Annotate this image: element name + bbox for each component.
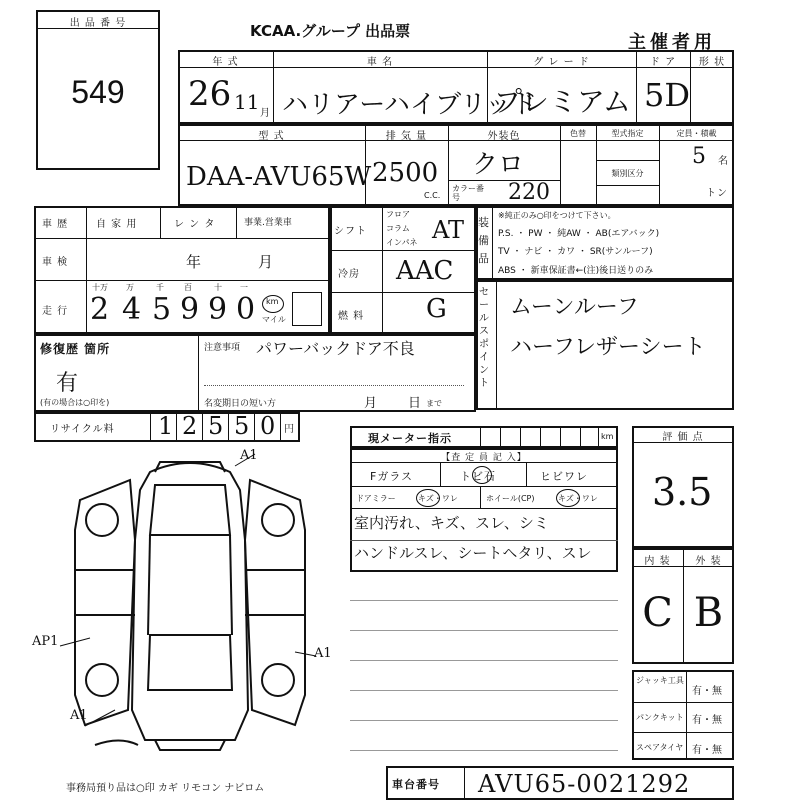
private-use-label: 自 家 用 <box>96 219 138 230</box>
cc-label: C.C. <box>424 191 441 200</box>
mile-label: マイル <box>262 315 286 324</box>
header-title: KCAA.グループ 出品票 <box>250 22 411 40</box>
business-label: 事業.営業車 <box>244 218 292 228</box>
ac-label: 冷房 <box>338 269 360 280</box>
crack-label: ヒビワレ <box>540 470 588 483</box>
deadline-day-unit: 日 <box>408 396 423 411</box>
capacity-value: 5 <box>692 144 706 169</box>
tool-value: 有・無 <box>692 715 722 726</box>
inspection-month-unit: 月 <box>258 253 275 271</box>
inspector-note-1: 室内汚れ、キズ、スレ、シミ <box>354 514 549 532</box>
model-code: DAA-AVU65W <box>186 162 372 192</box>
office-note: 事務局預り品は○印 カギ リモコン ナビロム <box>66 783 265 794</box>
recycle-digit: 2 <box>182 412 198 440</box>
chassis-label: 車台番号 <box>392 778 440 791</box>
shift-label: シフト <box>334 226 367 237</box>
wheel-label: ホイール(CP) <box>486 494 535 503</box>
repair-note: (有の場合は○印を) <box>40 398 110 407</box>
shape-label: 形 状 <box>698 57 726 68</box>
tool-label: パンクキット <box>636 713 684 722</box>
shift-option-column: コラム <box>386 224 410 233</box>
mileage-digit: 9 <box>180 292 200 327</box>
shift-option-floor: フロア <box>386 210 410 219</box>
type-designation-label: 型式指定 <box>611 129 644 138</box>
color-code-value: 220 <box>508 180 550 205</box>
damage-mark: A1 <box>70 708 88 723</box>
fuel-value: G <box>426 294 447 324</box>
equipment-line-1: P.S. ・ PW ・ 純AW ・ AB(エアバック) <box>498 229 660 239</box>
recycle-digit: 5 <box>234 412 250 440</box>
model-code-label: 型 式 <box>258 131 285 142</box>
name-change-deadline-label: 名変期日の短い方 <box>204 399 277 409</box>
caution-value: パワーバックドア不良 <box>256 339 415 358</box>
color-change-label: 色替 <box>570 129 586 138</box>
mileage-digit: 5 <box>152 292 172 327</box>
name-label: 車 名 <box>366 57 394 68</box>
tobi-label: トビ石 <box>460 470 496 483</box>
exterior-color-label: 外装色 <box>487 131 521 142</box>
mileage-digit: 9 <box>208 292 228 327</box>
glass-label: Fガラス <box>370 470 413 483</box>
caution-label: 注意事項 <box>204 343 241 353</box>
color-code-label: カラー番号 <box>452 184 484 202</box>
deadline-month-unit: 月 <box>364 396 379 411</box>
mirror-options: キズ・ワレ <box>418 494 458 503</box>
exterior-label: 外 装 <box>695 556 722 567</box>
mirror-label: ドアミラー <box>356 494 396 503</box>
copy-label: 主催者用 <box>628 32 716 53</box>
history-label: 車 歴 <box>42 219 69 230</box>
door-label: ド ア <box>649 57 677 68</box>
meter-label: 現メーター指示 <box>368 432 452 445</box>
capacity-unit: 名 <box>718 156 729 167</box>
sales-point-label: セールスポイント <box>479 287 489 389</box>
rental-label: レ ン タ <box>174 219 216 230</box>
displacement-value: 2500 <box>372 158 439 188</box>
score-value: 3.5 <box>652 470 713 514</box>
recycle-digit: 1 <box>158 412 174 440</box>
equipment-note: ※純正のみ○印をつけて下さい。 <box>498 211 616 220</box>
lot-number-box <box>36 10 160 170</box>
chassis-number: AVU65-0021292 <box>478 770 691 798</box>
ton-unit: トン <box>706 188 728 199</box>
tool-value: 有・無 <box>692 745 722 756</box>
displacement-label: 排 気 量 <box>385 131 428 142</box>
car-name: ハリアーハイブリッド <box>282 90 538 120</box>
grade-label: グ レ ー ド <box>533 57 590 68</box>
recycle-label: リサイクル料 <box>50 424 115 435</box>
interior-label: 内 装 <box>644 556 671 567</box>
fuel-label: 燃 料 <box>338 311 365 322</box>
interior-grade: C <box>642 590 673 636</box>
month-unit: 月 <box>260 108 270 119</box>
tobi-circle <box>472 466 492 484</box>
shift-option-panel: インパネ <box>386 238 418 247</box>
capacity-label: 定員・積載 <box>676 129 717 138</box>
inspector-label: 【査 定 員 記 入】 <box>441 453 527 463</box>
inspection-label: 車 検 <box>42 257 69 268</box>
damage-mark: AP1 <box>32 634 59 649</box>
mileage-digit: 2 <box>90 292 110 327</box>
equipment-side-label: 装備品 <box>478 216 489 265</box>
recycle-unit: 円 <box>284 424 295 435</box>
recycle-digit: 0 <box>260 412 276 440</box>
inspector-note-2: ハンドルスレ、シートヘタリ、スレ <box>354 544 592 562</box>
wheel-options: キズ・ワレ <box>558 494 598 503</box>
ac-value: AAC <box>396 256 454 286</box>
inspection-year-unit: 年 <box>186 253 203 271</box>
exterior-color-value: クロ <box>472 150 525 180</box>
mileage-digits: 十万 万 千 百 十 一 2 4 5 9 9 0 <box>90 283 256 327</box>
model-month: 11 <box>234 90 260 114</box>
year-label: 年 式 <box>212 57 239 68</box>
recycle-digits <box>150 412 300 442</box>
lot-number-label: 出 品 番 号 <box>69 18 127 29</box>
deadline-until: まで <box>426 399 442 408</box>
door-value: 5D <box>644 76 691 114</box>
exterior-grade: B <box>693 590 724 636</box>
mileage-label: 走 行 <box>42 306 69 317</box>
category-label: 類別区分 <box>611 169 644 178</box>
equipment-line-2: TV ・ ナビ ・ カワ ・ SR(サンルーフ) <box>498 247 653 257</box>
mileage-digit: 0 <box>236 292 256 327</box>
repair-label: 修復歴 箇所 <box>40 342 111 356</box>
tool-label: スペアタイヤ <box>636 743 684 752</box>
km-label: km <box>266 297 279 306</box>
score-label: 評 価 点 <box>662 432 704 443</box>
sales-point-line-1: ムーンルーフ <box>510 295 639 320</box>
equipment-line-3: ABS ・ 新車保証書←(注)後日送りのみ <box>498 266 654 276</box>
model-year: 26 <box>188 74 232 114</box>
repair-value: 有 <box>56 371 79 396</box>
shift-value: AT <box>432 216 465 244</box>
lot-number: 549 <box>71 74 125 110</box>
meter-unit: km <box>601 432 614 441</box>
sales-point-line-2: ハーフレザーシート <box>510 335 706 360</box>
mileage-digit: 4 <box>122 292 142 327</box>
damage-mark: A1 <box>240 448 258 463</box>
damage-mark: A1 <box>314 646 332 661</box>
tool-value: 有・無 <box>692 686 722 697</box>
tool-label: ジャッキ工具 <box>636 676 684 685</box>
recycle-digit: 5 <box>208 412 224 440</box>
grade-value: プレミアム <box>494 85 631 118</box>
